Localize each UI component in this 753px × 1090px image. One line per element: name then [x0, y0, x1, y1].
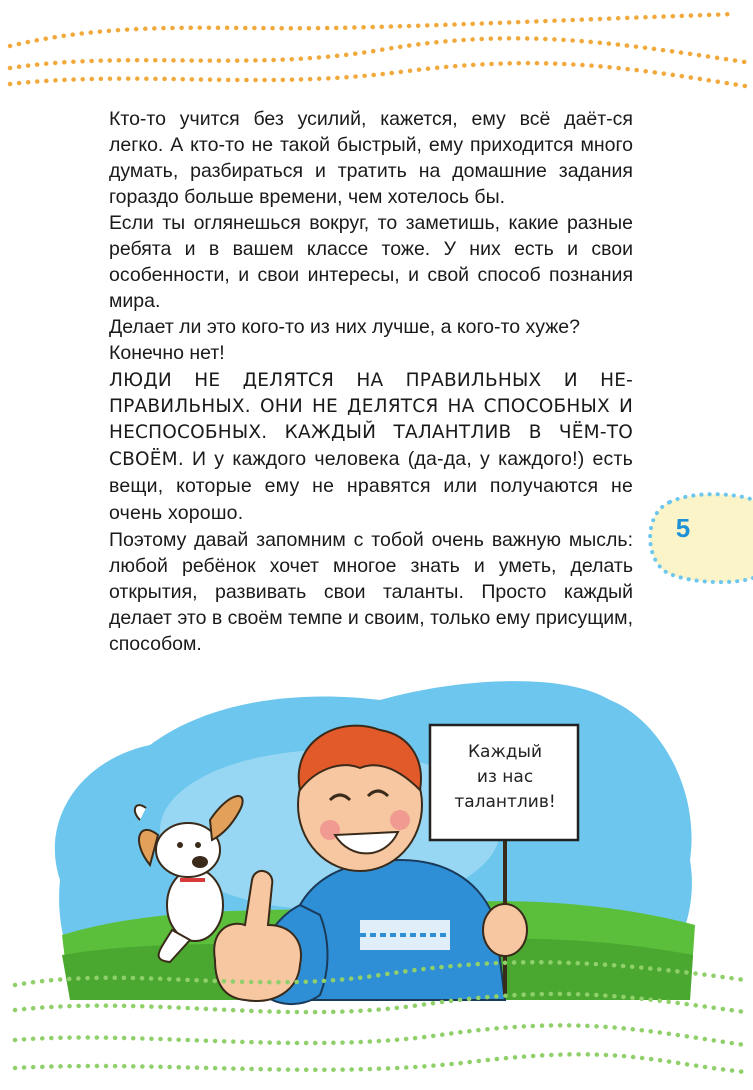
caps-paragraph: [109, 368, 633, 527]
body-text: [109, 106, 633, 657]
paragraph-4: Конечно нет!: [109, 342, 225, 364]
paragraph-1: Кто-то учится без усилий, кажется, ему всё даёт-ся легко. А кто-то не такой быстрый, ему приходится много думать, разбираться и тратить на домашние задания гораздо больше времени, чем хотелось бы.: [109, 108, 633, 208]
caps-paragraph-rest: И у каждого человека (да-да, у каждого!) есть вещи, которые ему не нравятся или получаются не очень хорошо.: [109, 448, 633, 524]
paragraph-final: Поэтому давай запомним с тобой очень важную мысль: любой ребёнок хочет многое знать и уметь, делать открытия, развивать свои таланты. Просто каждый делает это в своём темпе и своим, только ему присущим, способом.: [109, 529, 633, 655]
illustration: [55, 681, 695, 1004]
top-dotted-waves: [10, 14, 745, 86]
paragraph-2: Если ты оглянешься вокруг, то заметишь, какие разные ребята и в вашем классе тоже. У них есть и свои особенности, и свои интересы, и свой способ познания мира.: [109, 212, 633, 312]
sign-line-3: талантлив!: [454, 792, 556, 812]
paragraph-3: Делает ли это кого-то из них лучше, а кого-то хуже?: [109, 316, 580, 338]
sign-line-1: Каждый: [467, 742, 543, 762]
page-number: 5: [675, 513, 691, 543]
sign-line-2: из нас: [476, 767, 534, 787]
sign-text: [432, 740, 578, 815]
caps-statement: ЛЮДИ НЕ ДЕЛЯТСЯ НА ПРАВИЛЬНЫХ И НЕ-ПРАВИЛЬНЫХ. ОНИ НЕ ДЕЛЯТСЯ НА СПОСОБНЫХ И НЕСПОСОБНЫХ. КАЖДЫЙ ТАЛАНТЛИВ В ЧЁМ-ТО СВОЁМ.: [109, 370, 633, 470]
